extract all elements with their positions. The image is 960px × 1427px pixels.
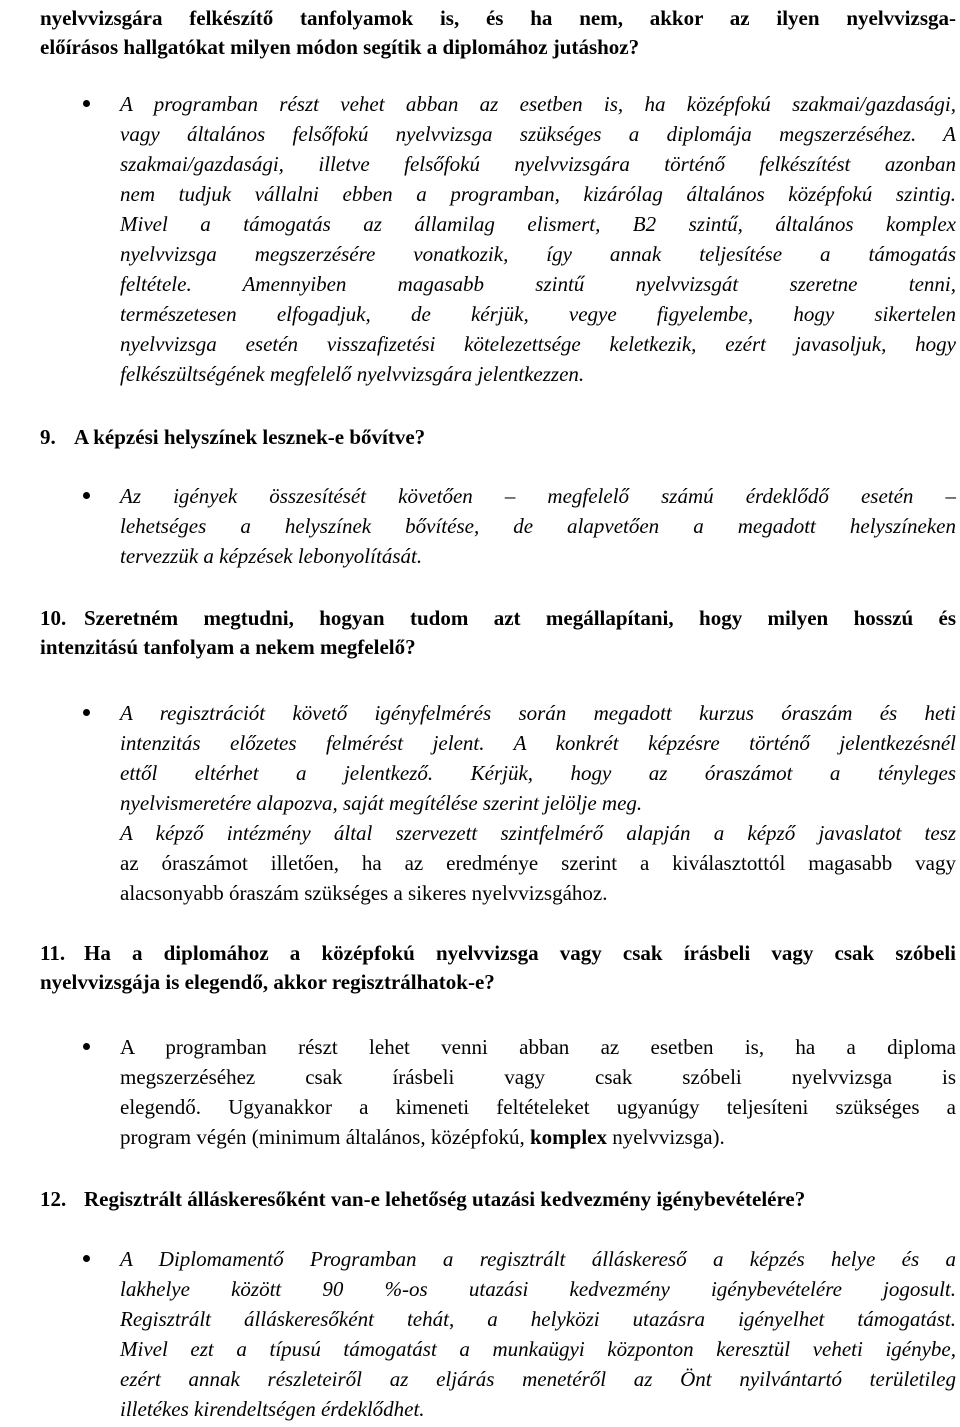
question-8-heading-continuation: [40, 4, 956, 62]
question-8-answer: A programban részt vehet abban az esetben is, ha középfokú szakmai/gazdasági, vagy általános felsőfokú nyelvvizsga szükséges a diplomája megszerzéséhez. A szakmai/gazdasági, illetve felsőfokú nyelvvizsgára történő felkészítést azonban nem tudjuk vállalni ebben a programban, kizárólag általános középfokú szintig. Mivel a támogatás az államilag elismert, B2 szintű, általános komplex nyelvvizsga megszerzésére vonatkozik, így annak teljesítése a támogatás feltétele. Amennyiben magasabb szintű nyelvvizsgát szeretne tenni, természetesen elfogadjuk, de kérjük, vegye figyelembe, hogy sikertelen nyelvvizsga esetén visszafizetési kötelezettsége keletkezik, ezért javasoljuk, hogy felkészültségének megfelelő nyelvvizsgára jelentkezzen.: [120, 92, 956, 386]
question-12-heading: 12. Regisztrált álláskeresőként van-e lehetőség utazási kedvezmény igénybevételére?: [40, 1187, 806, 1211]
question-12-answer: A Diplomamentő Programban a regisztrált álláskereső a képzés helye és a lakhelye között 90 %-os utazási kedvezmény igénybevételére jogosult. Regisztrált álláskeresőként tehát, a helyközi utazásra igényelhet támogatást. Mivel ezt a típusú támogatást a munkaügyi központon keresztül veheti igénybe, ezért annak részleteiről az eljárás menetéről az Önt nyilvántartó területileg illetékes kirendeltségen érdeklődhet.: [120, 1247, 956, 1421]
bullet-icon: [83, 492, 90, 499]
question-9-heading: 9. A képzési helyszínek lesznek-e bővítve?: [40, 425, 426, 449]
heading-line: nyelvvizsgára felkészítő tanfolyamok is, és ha nem, akkor az ilyen nyelvvizsga-: [40, 6, 956, 30]
bullet-icon: [83, 1255, 90, 1262]
question-11-answer: A programban részt lehet venni abban az esetben is, ha a diploma megszerzéséhez csak írásbeli vagy csak szóbeli nyelvvizsga is elegendő. Ugyanakkor a kimeneti feltételeket ugyanúgy teljesíteni szükséges a program végén (minimum általános, középfokú, komplex nyelvvizsga).: [120, 1035, 956, 1149]
bullet-icon: [83, 1043, 90, 1050]
heading-line: előírásos hallgatókat milyen módon segítik a diplomához jutáshoz?: [40, 35, 640, 59]
question-11-heading: 11. Ha a diplomához a középfokú nyelvvizsga vagy csak írásbeli vagy csak szóbeli nyelvvizsgája is elegendő, akkor regisztrálhatok-e?: [40, 941, 956, 994]
question-9-answer: Az igények összesítését követően – megfelelő számú érdeklődő esetén – lehetséges a helyszínek bővítése, de alapvetően a megadott helyszíneken tervezzük a képzések lebonyolítását.: [120, 484, 956, 568]
question-10-heading: 10. Szeretném megtudni, hogyan tudom azt megállapítani, hogy milyen hosszú és intenzitású tanfolyam a nekem megfelelő?: [40, 606, 956, 659]
bullet-icon: [83, 709, 90, 716]
question-10-answer: A regisztrációt követő igényfelmérés során megadott kurzus óraszám és heti intenzitás előzetes felmérést jelent. A konkrét képzésre történő jelentkezésnél ettől eltérhet a jelentkező. Kérjük, hogy az óraszámot a tényleges nyelvismeretére alapozva, saját megítélése szerint jelölje meg. A képző intézmény által szervezett szintfelmérő alapján a képző javaslatot tesz az óraszámot illetően, ha az eredménye szerint a kiválasztottól magasabb vagy alacsonyabb óraszám szükséges a sikeres nyelvvizsgához.: [120, 701, 956, 905]
bullet-icon: [83, 100, 90, 107]
